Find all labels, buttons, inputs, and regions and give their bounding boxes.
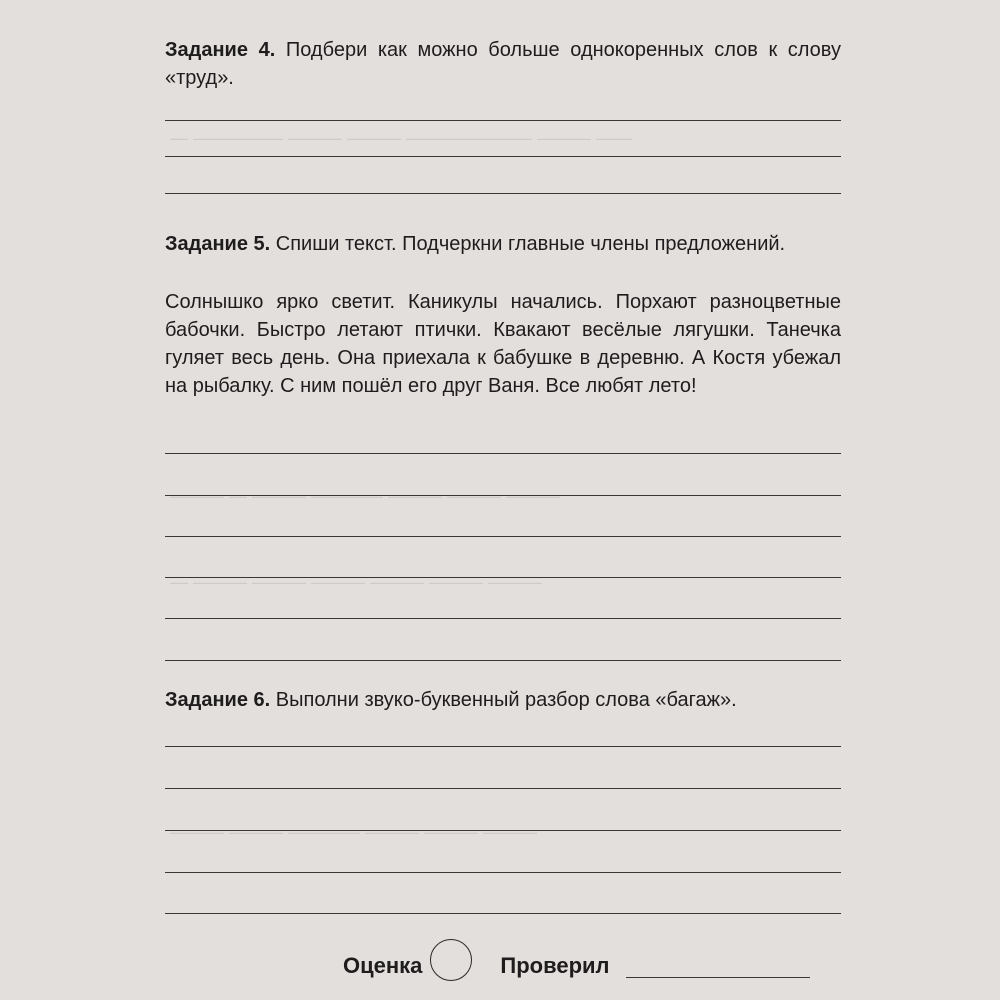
checked-by-signature-line[interactable] <box>626 955 810 978</box>
task-4-text: Подбери как можно больше однокоренных слов к слову «труд». <box>165 39 841 89</box>
answer-line[interactable] <box>165 577 841 578</box>
task-6 <box>165 686 841 714</box>
task-5-text: Спиши текст. Подчеркни главные члены предложений. <box>275 233 786 255</box>
task-5-passage: Солнышко ярко светит. Каникулы начались. Порхают разноцветные бабочки. Быстро летают птички. Квакают весёлые лягушки. Танечка гуляет весь день. Она приехала к бабушке в деревню. А Костя убежал на рыбалку. С ним пошёл его друг Ваня. Все любят лето! <box>165 291 841 397</box>
task-6-label: Задание 6. <box>165 689 271 711</box>
grading-footer <box>343 945 810 987</box>
answer-line[interactable] <box>165 830 841 831</box>
task-4 <box>165 36 841 92</box>
task-5 <box>165 230 841 258</box>
answer-line[interactable] <box>165 120 841 121</box>
answer-line[interactable] <box>165 913 841 914</box>
grade-circle[interactable] <box>430 939 472 981</box>
show-through-text: — ————— ——— ——— ——————— ——— —— <box>170 128 633 148</box>
answer-line[interactable] <box>165 872 841 873</box>
answer-line[interactable] <box>165 193 841 194</box>
answer-line[interactable] <box>165 495 841 496</box>
answer-line[interactable] <box>165 746 841 747</box>
answer-line[interactable] <box>165 660 841 661</box>
answer-line[interactable] <box>165 536 841 537</box>
answer-line[interactable] <box>165 618 841 619</box>
show-through-text: ——— ——— ———— ——— ——— ——— <box>170 822 538 842</box>
show-through-text: — ——— ——— ——— ——— ——— ——— <box>170 572 543 592</box>
answer-line[interactable] <box>165 453 841 454</box>
task-6-text: Выполни звуко-буквенный разбор слова «багаж». <box>275 689 737 711</box>
task-4-label: Задание 4. <box>165 39 276 61</box>
task-5-label: Задание 5. <box>165 233 271 255</box>
answer-line[interactable] <box>165 788 841 789</box>
show-through-text: ——— — ——— ———— ——— ——— ——— <box>170 486 561 506</box>
grade-label: Оценка <box>343 953 423 978</box>
checked-by-label: Проверил <box>500 953 610 978</box>
answer-line[interactable] <box>165 156 841 157</box>
